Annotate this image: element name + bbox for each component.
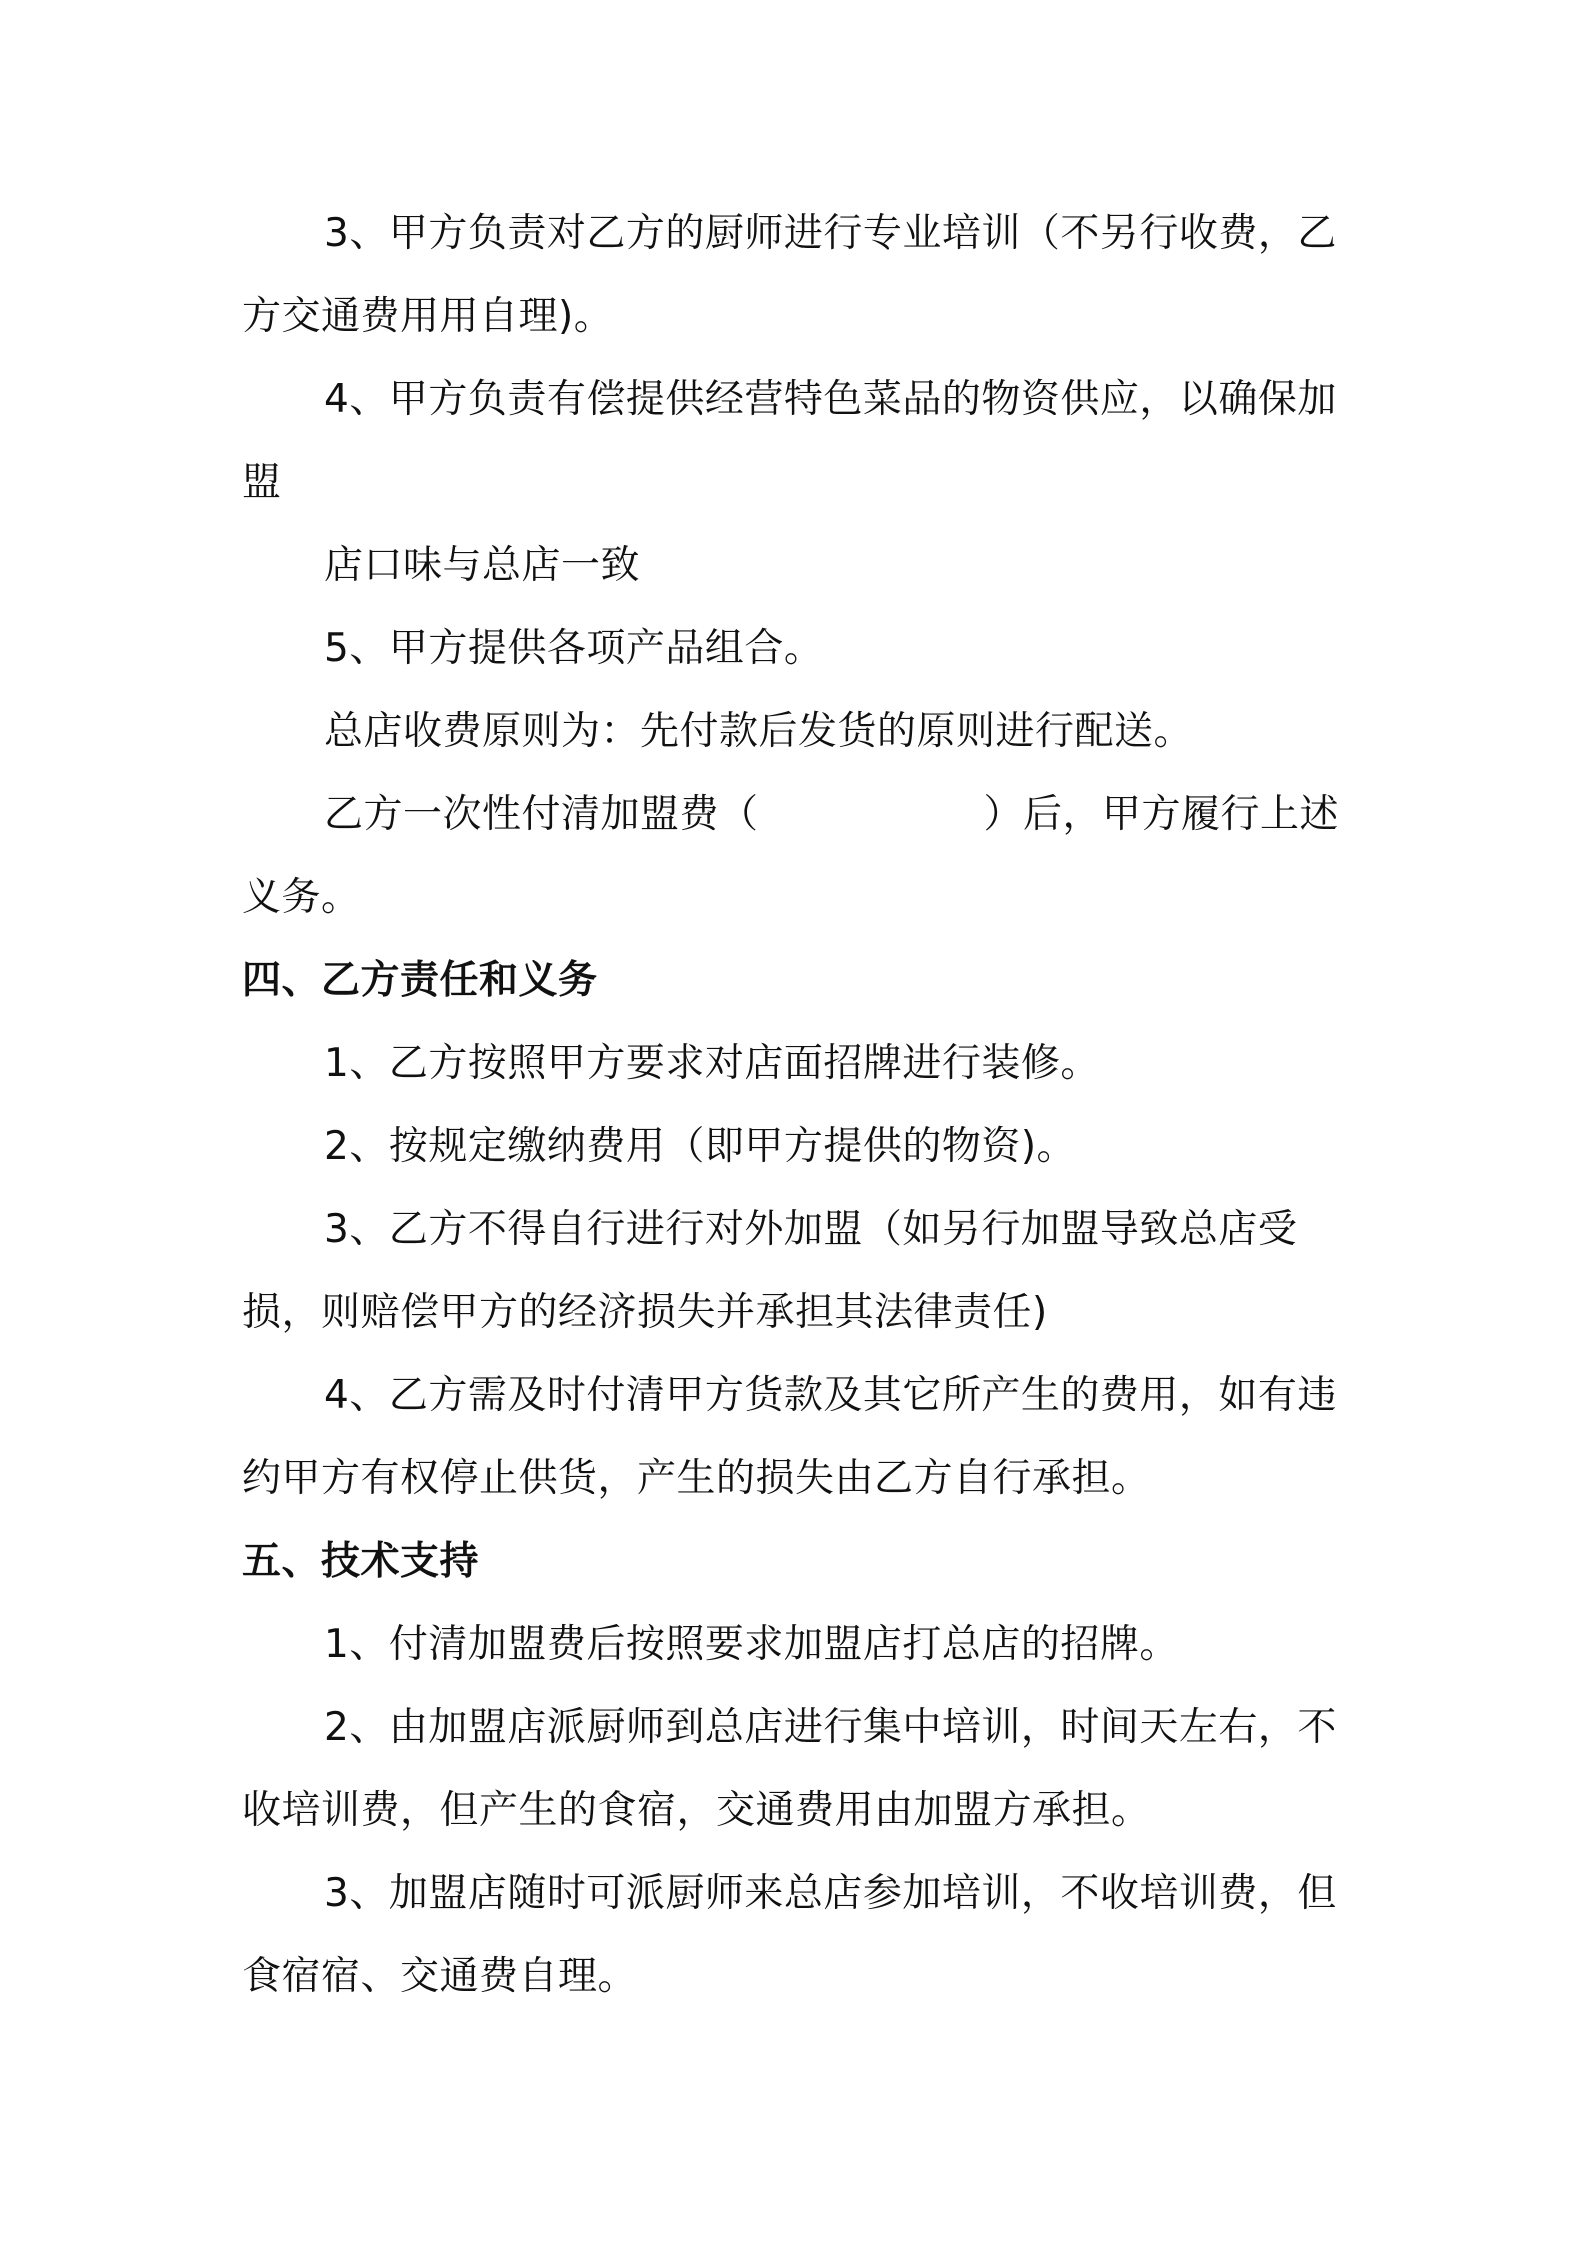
clause-fee-principle: 总店收费原则为：先付款后发货的原则进行配送。 (324, 709, 1194, 754)
clause-a4-continuation: 店口味与总店一致 (324, 543, 641, 588)
section-heading-4: 四、乙方责任和义务 (242, 958, 598, 1003)
clause-c2-central-training: 2、由加盟店派厨师到总店进行集中培训，时间天左右，不收培训费，但产生的食宿，交通费用由加盟方承担。 (242, 1705, 1337, 1833)
clause-c3-anytime-training: 3、加盟店随时可派厨师来总店参加培训，不收培训费，但食宿宿、交通费自理。 (242, 1871, 1337, 1999)
document-body (242, 192, 1367, 2018)
section-heading-5: 五、技术支持 (242, 1539, 480, 1584)
clause-a3-chef-training: 3、甲方负责对乙方的厨师进行专业培训（不另行收费，乙方交通费用用自理)。 (242, 211, 1337, 339)
clause-b4-timely-payment: 4、乙方需及时付清甲方货款及其它所产生的费用，如有违约甲方有权停止供货，产生的损失由乙方自行承担。 (242, 1373, 1337, 1501)
franchise-fee-text-before: 乙方一次性付清加盟费（ (324, 792, 759, 837)
clause-b1-renovation: 1、乙方按照甲方要求对店面招牌进行装修。 (324, 1041, 1100, 1086)
clause-franchise-fee (242, 773, 1367, 939)
clause-b2-payment: 2、按规定缴纳费用（即甲方提供的物资)。 (324, 1124, 1077, 1169)
clause-b3-no-sub-franchise: 3、乙方不得自行进行对外加盟（如另行加盟导致总店受损，则赔偿甲方的经济损失并承担其法律责任) (242, 1207, 1298, 1335)
franchise-fee-text-after: ）后，甲方履行上述义务。 (242, 792, 1340, 920)
clause-c1-signboard: 1、付清加盟费后按照要求加盟店打总店的招牌。 (324, 1622, 1179, 1667)
clause-a5-product-combo: 5、甲方提供各项产品组合。 (324, 626, 824, 671)
clause-a4-material-supply: 4、甲方负责有偿提供经营特色菜品的物资供应，以确保加盟 (242, 377, 1337, 505)
